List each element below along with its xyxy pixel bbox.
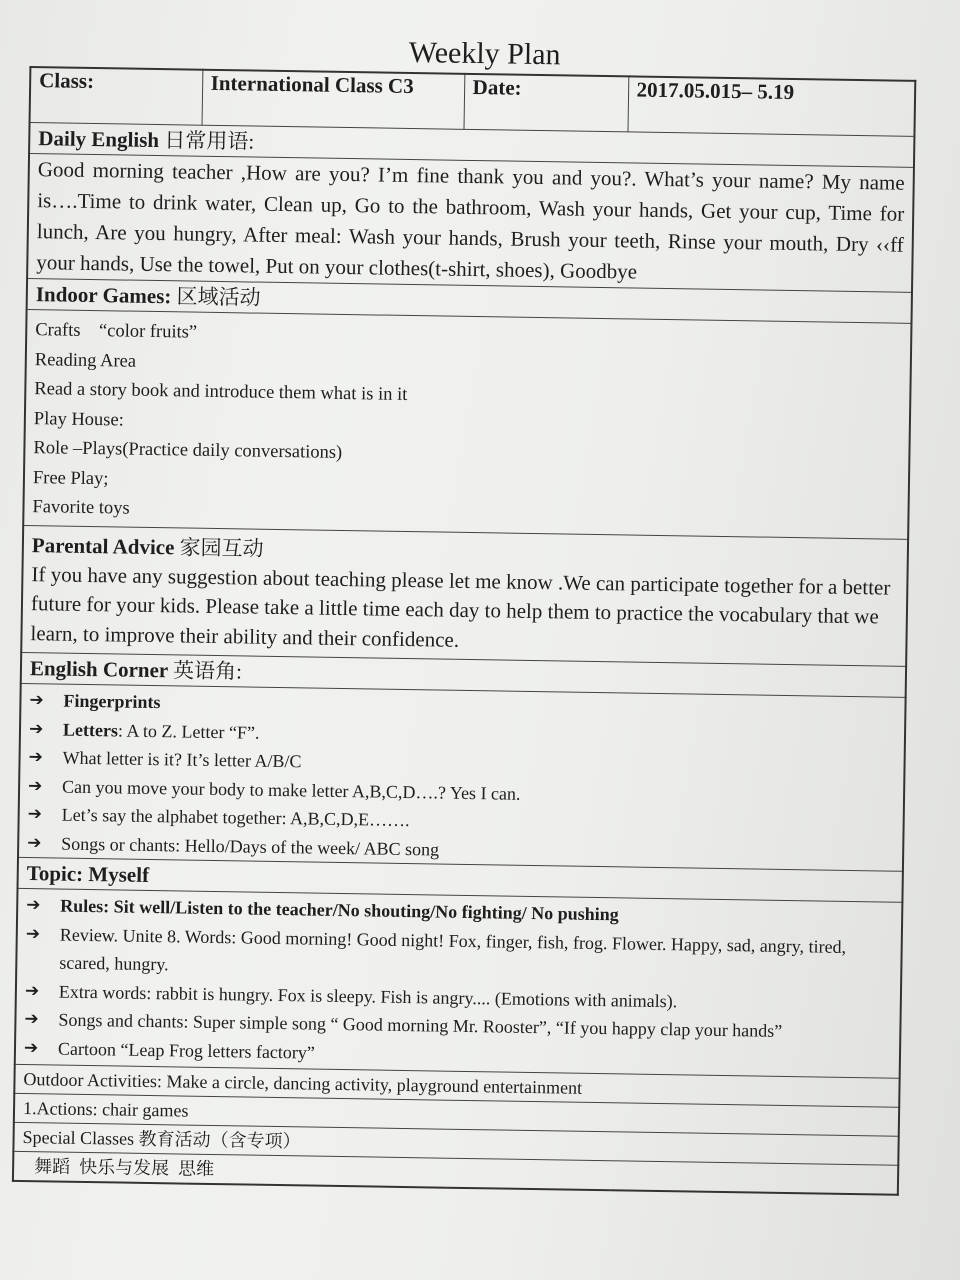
parental-advice-title: Parental Advice bbox=[31, 532, 175, 559]
class-value: International Class C3 bbox=[202, 70, 465, 130]
item-bold-text: Fingerprints bbox=[63, 690, 161, 713]
parental-advice-section bbox=[21, 525, 908, 666]
indoor-item: Play House: bbox=[33, 408, 124, 431]
item-text: Songs and chants: Super simple song “ Good morning Mr. Rooster”, “If you happy clap your hands” bbox=[58, 1009, 783, 1041]
indoor-item: Crafts “color fruits” bbox=[35, 320, 198, 343]
arrow-right-icon: ➔ bbox=[27, 775, 43, 796]
outdoor-activities: Outdoor Activities: Make a circle, dancing activity, playground entertainment bbox=[14, 1064, 899, 1107]
indoor-item: Role –Plays(Practice daily conversations) bbox=[33, 438, 343, 463]
arrow-right-icon: ➔ bbox=[24, 980, 40, 1001]
indoor-item: Reading Area bbox=[34, 349, 137, 372]
daily-english-title: Daily English bbox=[38, 126, 160, 153]
item-bold-text: Rules: Sit well/Listen to the teacher/No shouting/No fighting/ No pushing bbox=[60, 895, 619, 925]
indoor-item: Favorite toys bbox=[32, 497, 130, 519]
parental-advice-text: If you have any suggestion about teaching please let me know .We can participate together for a better future for your kids. Please take a little time each day to help them to practice the vocabulary that we learn, to improve their ability and their confidence. bbox=[30, 561, 891, 652]
special-classes-items: 舞蹈 快乐与发展 思维 bbox=[13, 1151, 898, 1194]
indoor-games-title-zh: 区域活动 bbox=[176, 284, 261, 310]
indoor-item: Free Play; bbox=[32, 467, 109, 489]
topic-list bbox=[15, 888, 903, 1078]
actions-row: 1.Actions: chair games bbox=[14, 1093, 899, 1136]
daily-english-text: Good morning teacher ,How are you? I’m fine thank you and you?. What’s your name? My name is….Time to drink water, Clean up, Go to the bathroom, Wash your hands, Get your cup, Time for lunch, Are you hungry, After meal: Wash your hands, Brush your teeth, Rinse your mouth, Dry ‹‹ff your hands, Use the towel, Put on your clothes(t-shirt, shoes), Goodbye bbox=[27, 154, 914, 293]
english-corner-title: English Corner bbox=[29, 656, 169, 683]
page-title: Weekly Plan bbox=[408, 35, 561, 72]
indoor-item: Read a story book and introduce them what is in it bbox=[34, 379, 408, 405]
arrow-right-icon: ➔ bbox=[23, 1037, 39, 1058]
daily-english-title-zh: 日常用语: bbox=[164, 128, 255, 154]
item-text: Extra words: rabbit is hungry. Fox is sleepy. Fish is angry.... (Emotions with animals). bbox=[58, 981, 678, 1011]
english-corner-list bbox=[18, 683, 906, 871]
english-corner-title-zh: 英语角: bbox=[172, 658, 243, 684]
indoor-games-title: Indoor Games: bbox=[35, 282, 172, 309]
arrow-right-icon: ➔ bbox=[25, 923, 41, 944]
class-label: Class: bbox=[30, 67, 203, 125]
item-text: Can you move your body to make letter A,B,C,D….? Yes I can. bbox=[61, 776, 521, 804]
parental-advice-title-zh: 家园互动 bbox=[179, 534, 264, 561]
special-classes-title: Special Classes 教育活动（含专项） bbox=[13, 1122, 898, 1165]
arrow-right-icon: ➔ bbox=[26, 895, 41, 916]
arrow-right-icon: ➔ bbox=[28, 747, 43, 768]
topic-header: Topic: Myself bbox=[18, 857, 903, 902]
date-value: 2017.05.015– 5.19 bbox=[627, 76, 915, 136]
item-bold-text: Letters bbox=[62, 719, 119, 740]
date-label: Date: bbox=[463, 74, 628, 132]
arrow-right-icon: ➔ bbox=[24, 1009, 39, 1030]
plan-table bbox=[12, 66, 916, 1196]
item-text: What letter is it? It’s letter A/B/C bbox=[62, 747, 302, 772]
arrow-right-icon: ➔ bbox=[29, 690, 44, 711]
weekly-plan-sheet bbox=[12, 30, 920, 1196]
indoor-games-list bbox=[23, 309, 911, 538]
item-text: : A to Z. Letter “F”. bbox=[117, 719, 260, 743]
item-text: Cartoon “Leap Frog letters factory” bbox=[57, 1038, 316, 1063]
item-text: Songs or chants: Hello/Days of the week/ ABC song bbox=[61, 833, 440, 860]
arrow-right-icon: ➔ bbox=[28, 718, 44, 739]
item-text: Let’s say the alphabet together: A,B,C,D,E……. bbox=[61, 804, 410, 831]
item-text: Review. Unite 8. Words: Good morning! Good night! Fox, finger, fish, frog. Flower. Happy, sad, angry, tired, scared, hungry. bbox=[59, 924, 847, 975]
arrow-right-icon: ➔ bbox=[27, 832, 42, 853]
arrow-right-icon: ➔ bbox=[27, 804, 43, 825]
